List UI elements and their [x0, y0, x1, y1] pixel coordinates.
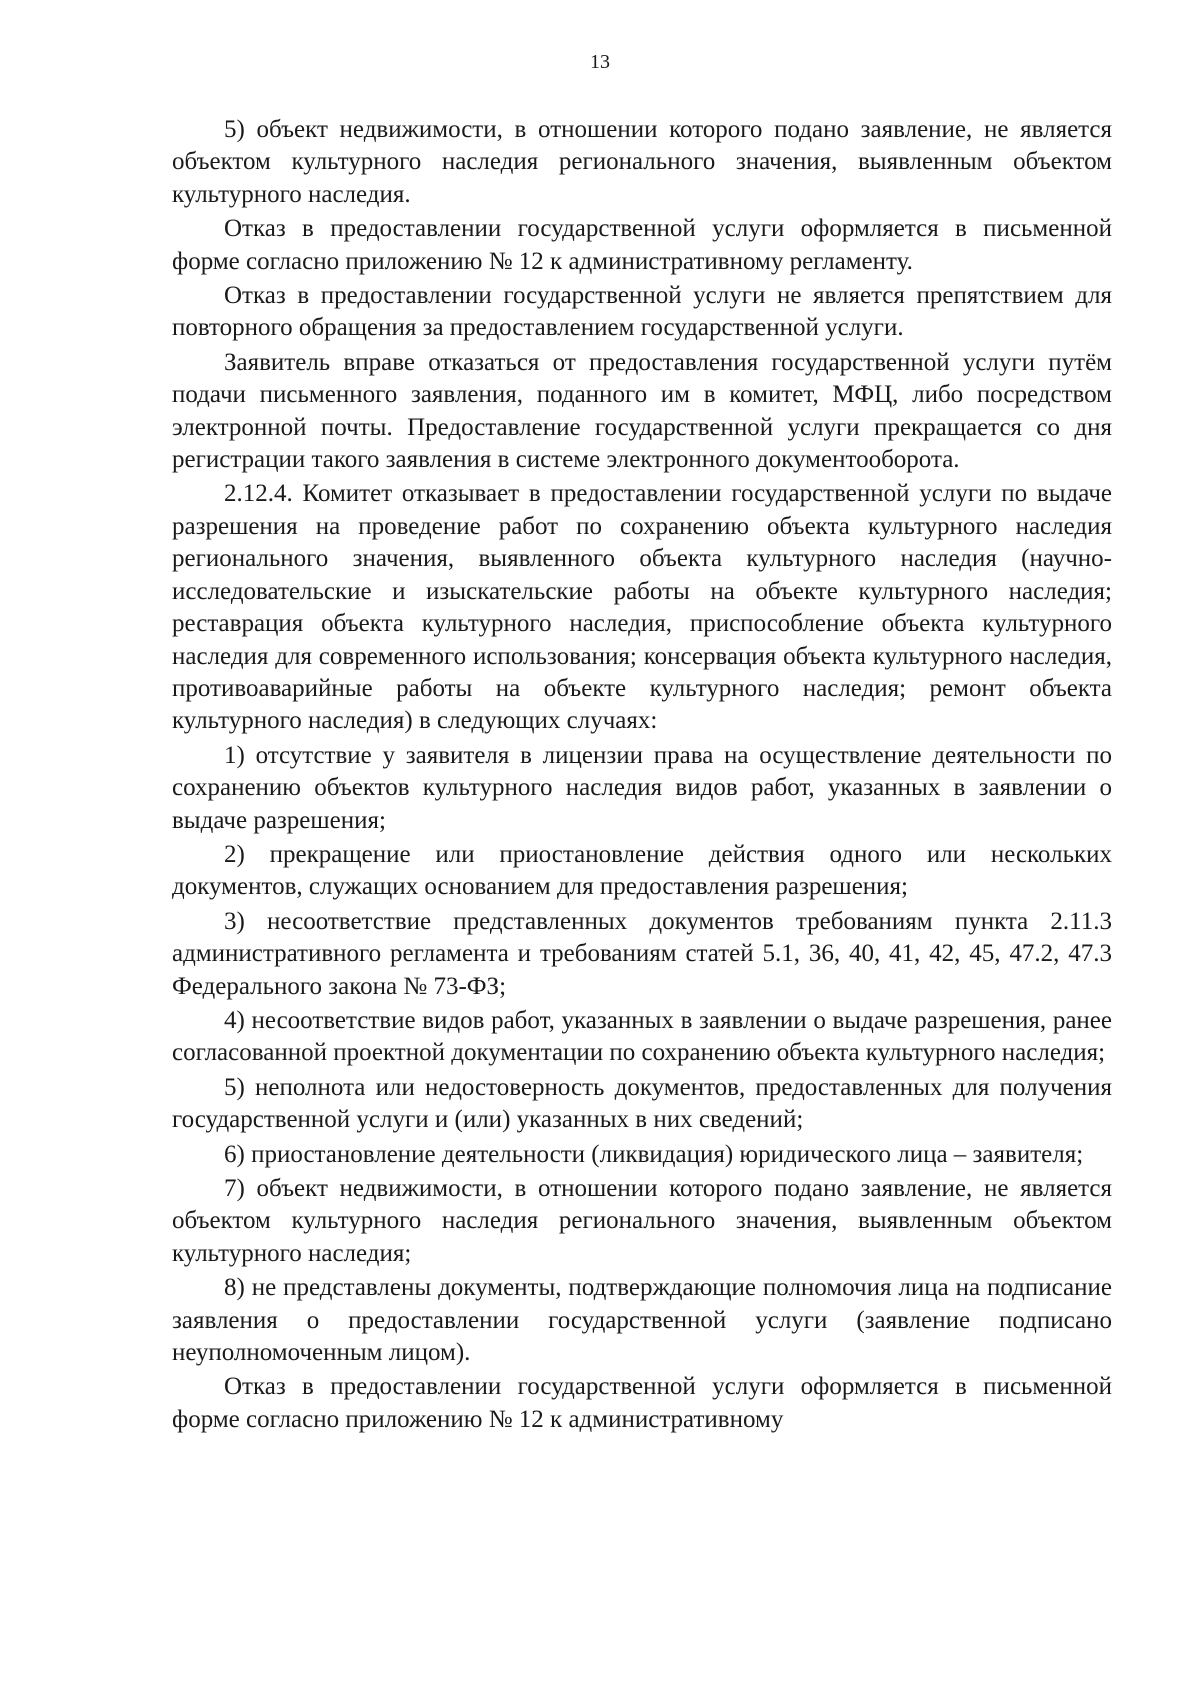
page-number: 13: [590, 51, 610, 73]
list-item: 4) несоответствие видов работ, указанных в заявлении о выдаче разрешения, ранее согласованной проектной документации по сохранению объекта культурного наследия;: [172, 1006, 1112, 1067]
document-body: [172, 114, 1112, 1438]
paragraph: Отказ в предоставлении государственной услуги оформляется в письменной форме согласно приложению № 12 к административному регламенту.: [172, 215, 1112, 275]
list-item: 2) прекращение или приостановление действия одного или нескольких документов, служащих основанием для предоставления разрешения;: [172, 840, 1112, 901]
list-item: 1) отсутствие у заявителя в лицензии права на осуществление деятельности по сохранению объектов культурного наследия видов работ, указанных в заявлении о выдаче разрешения;: [172, 741, 1112, 834]
list-item: 3) несоответствие представленных документов требованиям пункта 2.11.3 административного регламента и требованиям статей 5.1, 36, 40, 41, 42, 45, 47.2, 47.3 Федерального закона № 73-ФЗ;: [172, 907, 1112, 1000]
list-item: 6) приостановление деятельности (ликвидация) юридического лица – заявителя;: [224, 1140, 1084, 1168]
list-item: 7) объект недвижимости, в отношении которого подано заявление, не является объектом культурного наследия регионального значения, выявленным объектом культурного наследия;: [172, 1175, 1112, 1267]
paragraph: Отказ в предоставлении государственной услуги оформляется в письменной форме согласно приложению № 12 к административному: [172, 1373, 1112, 1433]
paragraph: Заявитель вправе отказаться от предоставления государственной услуги путём подачи письменного заявления, поданного им в комитет, МФЦ, либо посредством электронной почты. Предоставление государственной услуги прекращается со дня регистрации такого заявления в системе электронного документооборота.: [172, 348, 1112, 474]
list-item: 8) не представлены документы, подтверждающие полномочия лица на подписание заявления о предоставлении государственной услуги (заявление подписано неуполномоченным лицом).: [172, 1274, 1112, 1367]
list-item: 5) неполнота или недостоверность документов, предоставленных для получения государственной услуги и (или) указанных в них сведений;: [172, 1073, 1112, 1134]
paragraph: 2.12.4. Комитет отказывает в предоставлении государственной услуги по выдаче разрешения на проведение работ по сохранению объекта культурного наследия регионального значения, выявленного объекта культурного наследия (научно-исследовательские и изыскательские работы на объекте культурного наследия; реставрация объекта культурного наследия, приспособление объекта культурного наследия для современного использования; консервация объекта культурного наследия, противоаварийные работы на объекте культурного наследия; ремонт объекта культурного наследия) в следующих случаях:: [172, 480, 1112, 735]
paragraph: 5) объект недвижимости, в отношении которого подано заявление, не является объектом культурного наследия регионального значения, выявленным объектом культурного наследия.: [172, 116, 1112, 208]
paragraph: Отказ в предоставлении государственной услуги не является препятствием для повторного обращения за предоставлением государственной услуги.: [172, 282, 1112, 342]
